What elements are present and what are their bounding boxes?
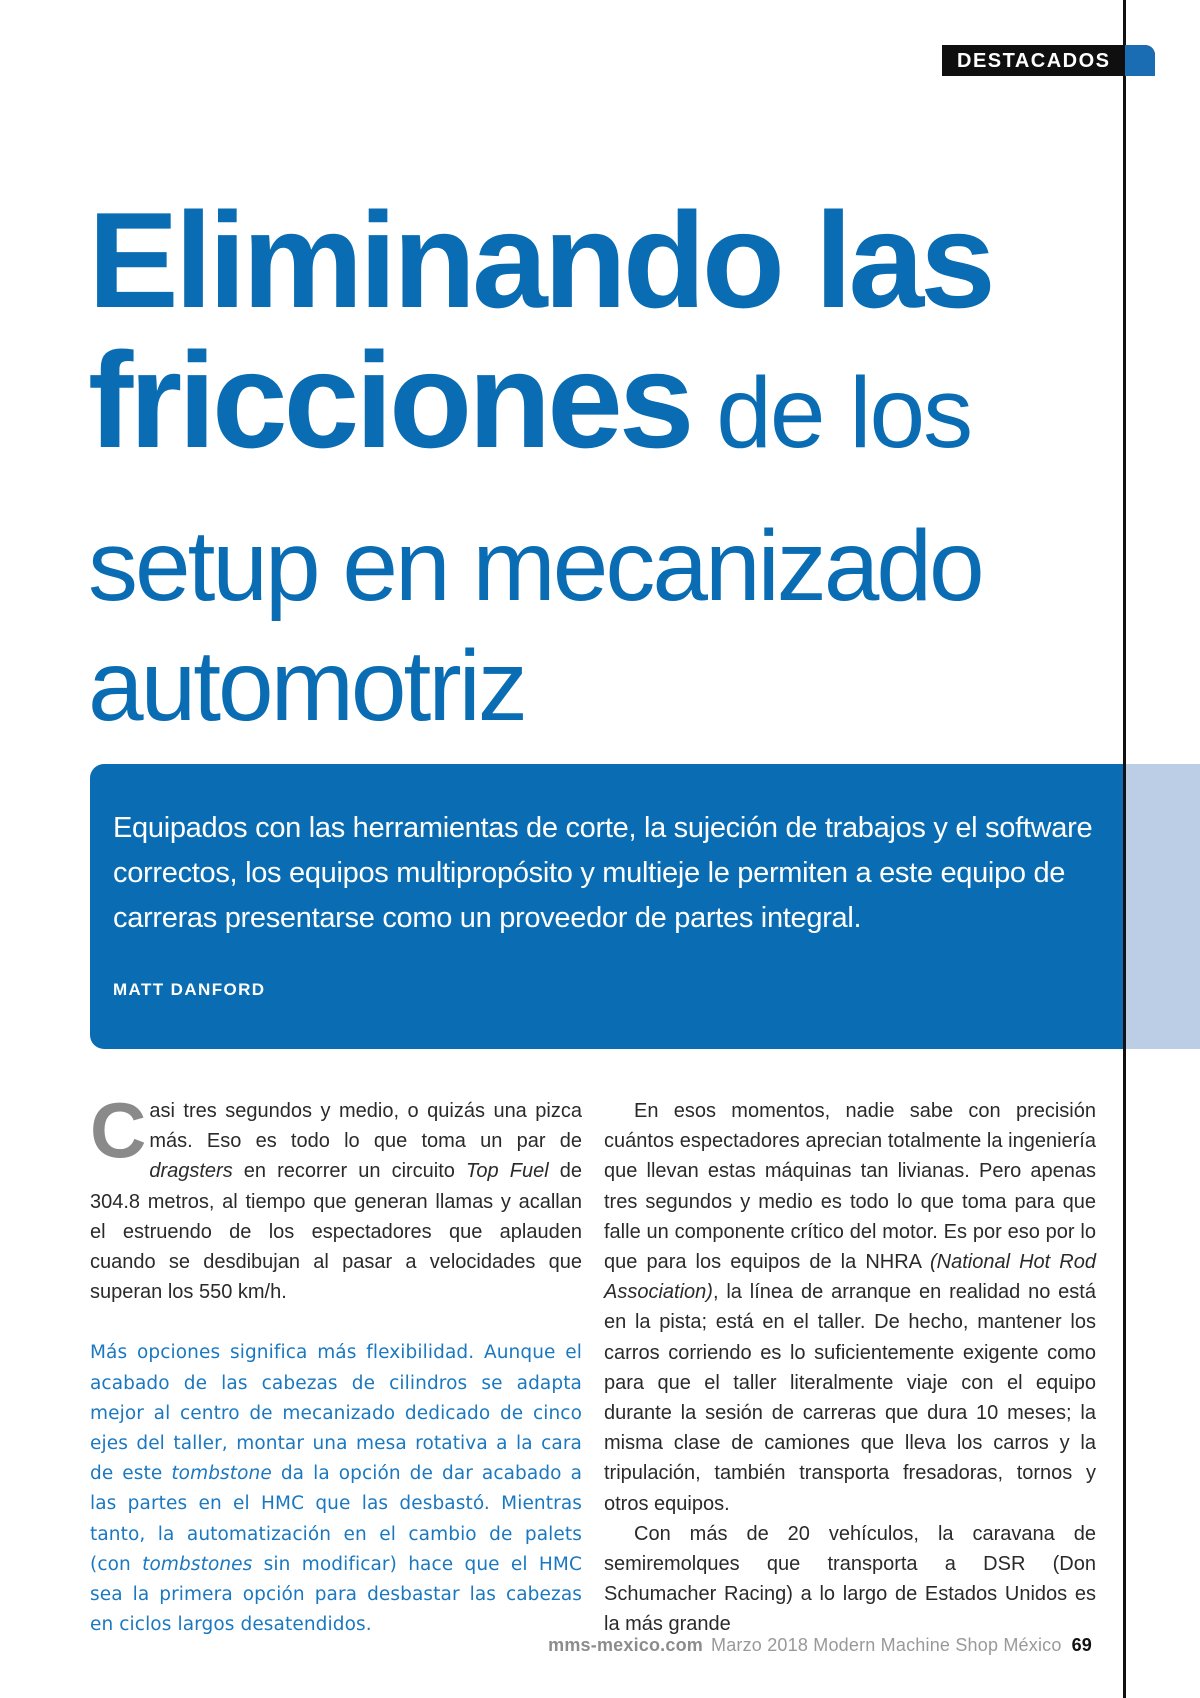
page-number: 69 (1071, 1635, 1092, 1655)
caption-text-a: Más opciones significa más flexibilidad. Aunque el acabado de las cabezas de cilindros se adapta mejor al centro de mecanizado dedicado de cinco ejes del taller, montar una mesa rotativa a la cara de este (90, 1342, 582, 1485)
intro-text-a: asi tres segundos y medio, o quizás una pizca más. Eso es todo lo que toma un par de (149, 1100, 582, 1153)
body-paragraph-2: Con más de 20 vehículos, la caravana de semiremolques que transporta a DSR (Don Schumacher Racing) a lo largo de Estados Unidos es la más grande (604, 1522, 1096, 1636)
body-text-b: , la línea de arranque en realidad no está en la pista; está en el taller. De hecho, mantener los carros corriendo es lo suficientemente exigente como para que el taller literalmente viaje con el equipo durante la sesión de carreras que dura 10 meses; la misma clase de camiones que lleva los carros y la tripulación, también transporta fresadoras, tornos y otros equipos. (604, 1281, 1096, 1515)
section-tag-accent (1125, 45, 1155, 76)
deck-box-extension (1126, 764, 1200, 1049)
section-tag-label: DESTACADOS (957, 50, 1111, 72)
body-emphasis: (National Hot Rod Association) (604, 1251, 1096, 1304)
intro-emphasis-2: Top Fuel (466, 1160, 549, 1183)
body-paragraph-1 (604, 1096, 1096, 1519)
headline-line-2-regular: de los (690, 357, 972, 469)
intro-text-c: de 304.8 metros, al tiempo que generan llamas y acallan el estruendo de los espectadores que aplauden cuando se desdibujan al pasar a velocidades que superan los 550 km/h. (90, 1160, 582, 1304)
drop-cap: C (90, 1086, 147, 1174)
intro-paragraph (90, 1086, 582, 1307)
footer-website: mms-mexico.com (548, 1635, 703, 1655)
caption-emphasis-1: tombstone (171, 1463, 272, 1485)
headline-line-4: automotriz (88, 630, 525, 742)
headline (88, 184, 1128, 746)
intro-emphasis-1: dragsters (149, 1160, 233, 1183)
footer-issue: Marzo 2018 Modern Machine Shop México (711, 1635, 1062, 1655)
intro-text-b: en recorrer un circuito (232, 1160, 467, 1183)
deck-box (90, 764, 1123, 1049)
photo-caption (90, 1338, 582, 1640)
section-tag (942, 45, 1155, 76)
headline-line-3: setup en mecanizado (88, 510, 982, 622)
headline-line-2 (88, 324, 1128, 506)
caption-text-c: sin modificar) hace que el HMC sea la primera opción para desbastar las cabezas en ciclos largos desatendidos. (90, 1553, 582, 1636)
caption-emphasis-2: tombstones (142, 1553, 253, 1575)
body-column-right (604, 1096, 1096, 1640)
deck-text: Equipados con las herramientas de corte, la sujeción de trabajos y el software correctos, los equipos multipropósito y multieje le permiten a este equipo de carreras presentarse como un proveedor de partes integral. (113, 812, 1093, 934)
body-text-a: En esos momentos, nadie sabe con precisión cuántos espectadores aprecian totalmente la ingeniería que llevan estas máquinas tan livianas. Pero apenas tres segundos y medio es todo lo que toma para que falle un componente crítico del motor. Es por eso por lo que para los equipos de la NHRA (604, 1100, 1096, 1274)
byline: MATT DANFORD (113, 980, 266, 999)
headline-line-1: Eliminando las (88, 184, 992, 336)
caption-text-b: da la opción de dar acabado a las partes en el HMC que las desbastó. Mientras tanto, la automatización en el cambio de palets (con (90, 1463, 583, 1575)
page-footer (548, 1635, 1092, 1656)
headline-line-2-bold: fricciones (88, 324, 691, 476)
body-column-left (90, 1086, 583, 1640)
